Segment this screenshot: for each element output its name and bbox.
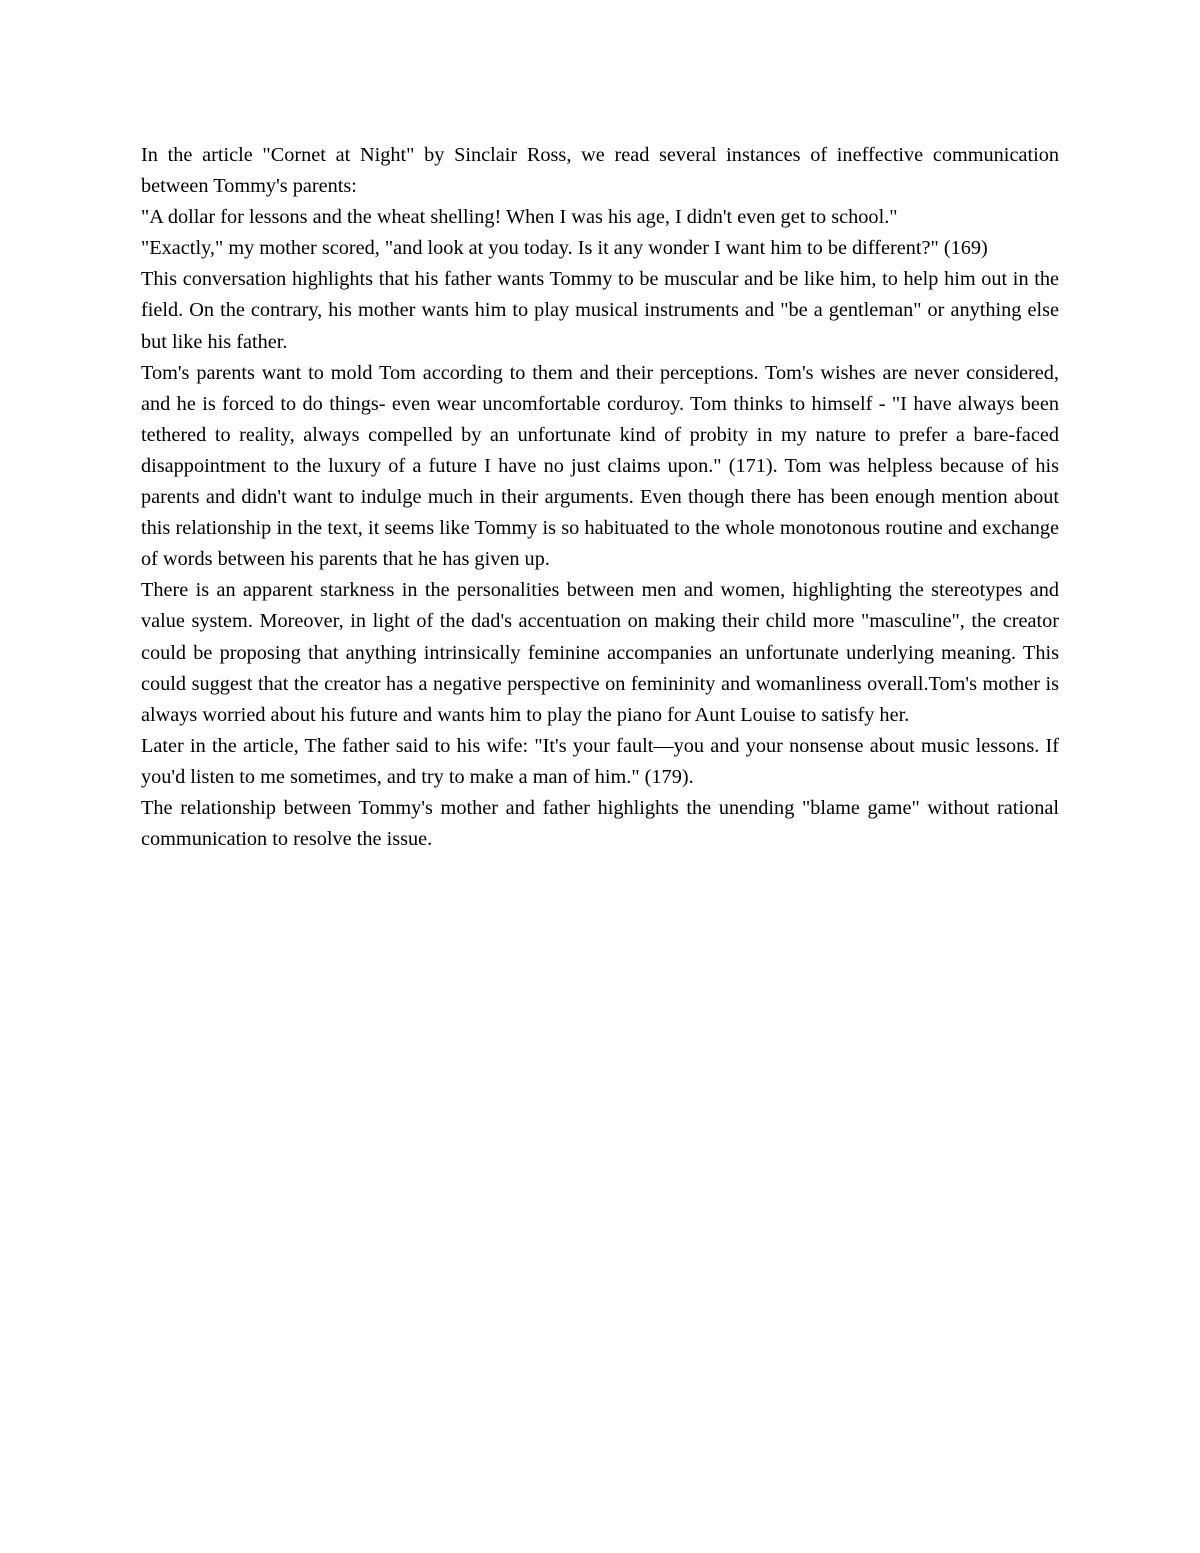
paragraph-father-blame-quote: Later in the article, The father said to his wife: "It's your fault—you and your nonsense about music lessons. If you'd listen to me sometimes, and try to make a man of him." (179).: [141, 734, 1059, 788]
paragraph-gender-stereotypes: There is an apparent starkness in the personalities between men and women, highlighting the stereotypes and value system. Moreover, in light of the dad's accentuation on making their child more "masculine", the creator could be proposing that anything intrinsically feminine accompanies an unfortunate underlying meaning. This could suggest that the creator has a negative perspective on femininity and womanliness overall.Tom's mother is always worried about his future and wants him to play the piano for Aunt Louise to satisfy her.: [141, 579, 1059, 726]
document-body: [141, 140, 1059, 855]
paragraph-tom-perspective: Tom's parents want to mold Tom according to them and their perceptions. Tom's wishes are never considered, and he is forced to do things- even wear uncomfortable corduroy. Tom thinks to himself - "I have always been tethered to reality, always compelled by an unfortunate kind of probity in my nature to prefer a bare-faced disappointment to the luxury of a future I have no just claims upon." (171). Tom was helpless because of his parents and didn't want to indulge much in their arguments. Even though there has been enough mention about this relationship in the text, it seems like Tommy is so habituated to the whole monotonous routine and exchange of words between his parents that he has given up.: [141, 361, 1059, 571]
paragraph-mother-quote: "Exactly," my mother scored, "and look at you today. Is it any wonder I want him to be different?" (169): [141, 237, 988, 260]
paragraph-conversation-analysis: This conversation highlights that his father wants Tommy to be muscular and be like him, to help him out in the field. On the contrary, his mother wants him to play musical instruments and "be a gentleman" or anything else but like his father.: [141, 268, 1059, 353]
paragraph-conclusion: The relationship between Tommy's mother and father highlights the unending "blame game" without rational communication to resolve the issue.: [141, 796, 1059, 851]
paragraph-father-quote: "A dollar for lessons and the wheat shelling! When I was his age, I didn't even get to school.": [141, 206, 898, 229]
paragraph-intro: In the article "Cornet at Night" by Sinclair Ross, we read several instances of ineffective communication between Tommy's parents:: [141, 144, 1059, 198]
